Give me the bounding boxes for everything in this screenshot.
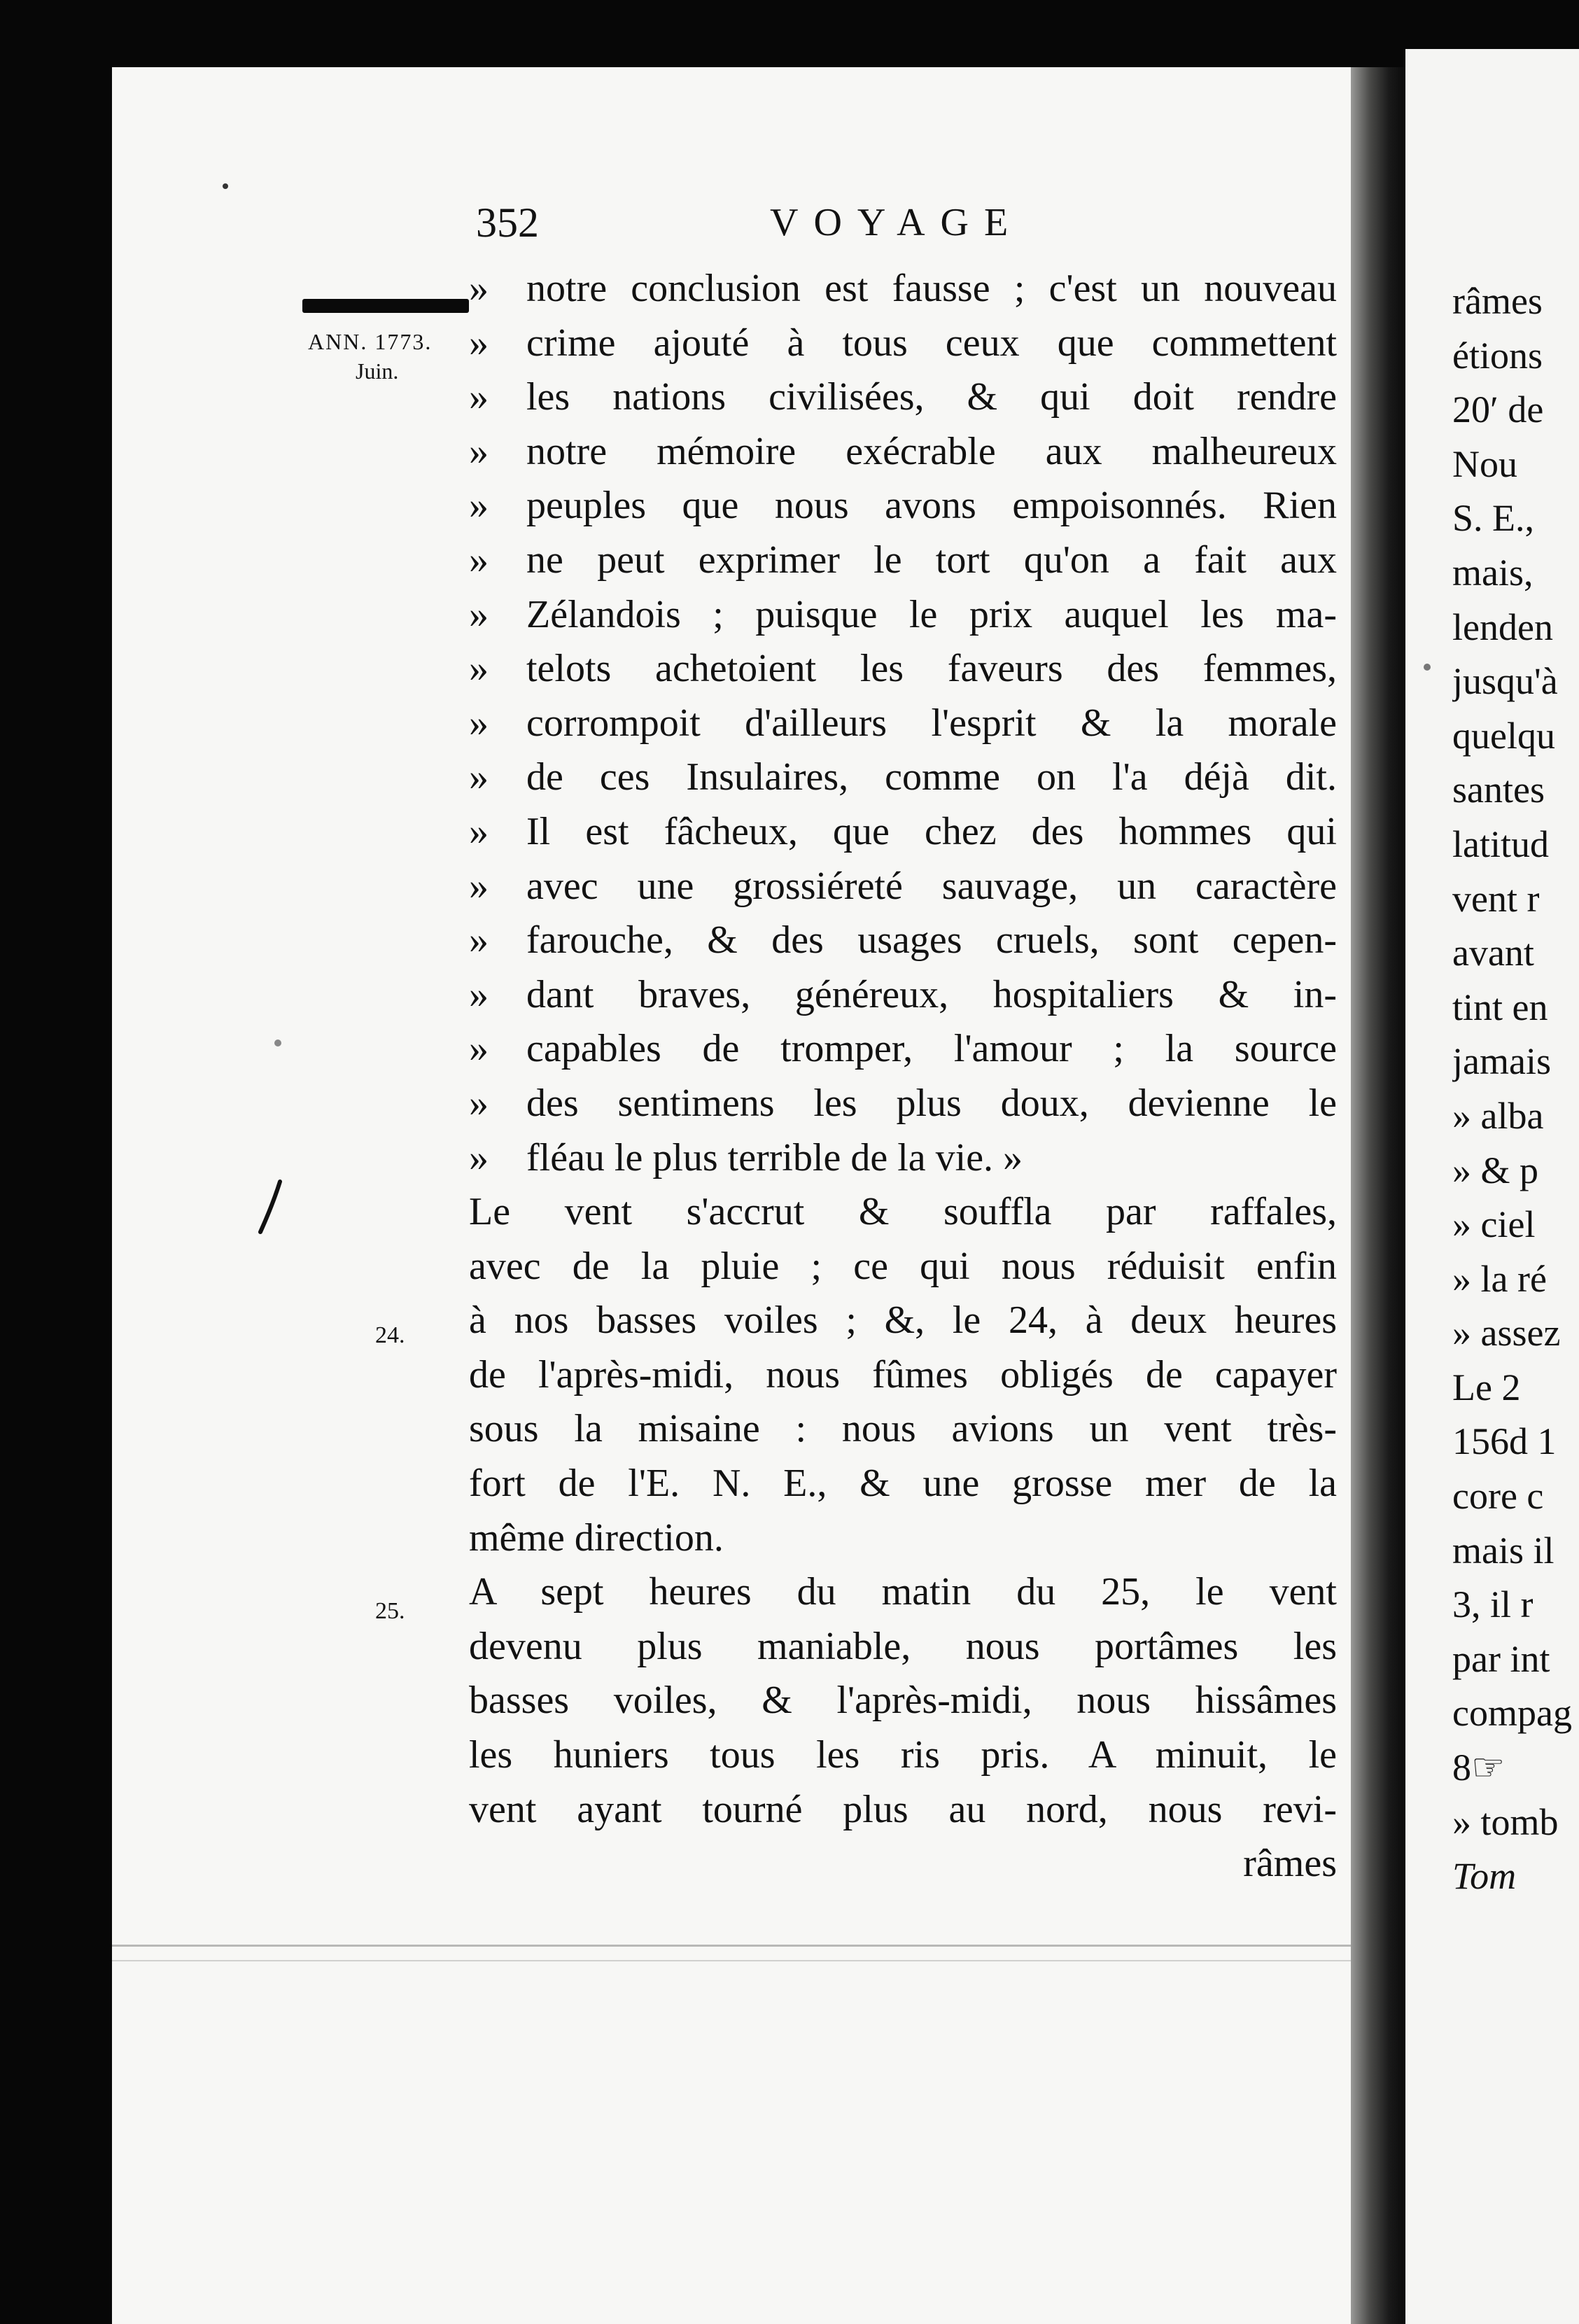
- text-line: [469, 805, 1337, 860]
- right-page-line: » la ré: [1452, 1257, 1547, 1300]
- right-page-line: S. E.,: [1452, 497, 1535, 540]
- right-page-line: mais il: [1452, 1529, 1555, 1572]
- right-page-line: 3, il r: [1452, 1583, 1534, 1626]
- text-line-content: dant braves, généreux, hospitaliers & in-: [526, 972, 1337, 1016]
- right-page-line: tint en: [1452, 986, 1548, 1028]
- right-page-line: » alba: [1452, 1094, 1544, 1137]
- right-page-line: » assez: [1452, 1312, 1561, 1354]
- text-line: [469, 750, 1337, 805]
- text-line-content: crime ajouté à tous ceux que commettent: [526, 321, 1337, 365]
- text-line-content: corrompoit d'ailleurs l'esprit & la morale: [526, 701, 1337, 745]
- quote-mark: »: [469, 375, 489, 419]
- right-page-line: quelqu: [1452, 714, 1555, 757]
- text-line-content: les huniers tous les ris pris. A minuit, le: [469, 1733, 1337, 1777]
- text-line: [469, 262, 1337, 316]
- text-line-content: farouche, & des usages cruels, sont cepen-: [526, 918, 1337, 962]
- quote-mark: »: [469, 321, 489, 365]
- text-line-content: fléau le plus terrible de la vie. »: [526, 1135, 1023, 1180]
- right-page-line: compag: [1452, 1692, 1572, 1735]
- text-line: [469, 533, 1337, 588]
- text-line-content: de l'après-midi, nous fûmes obligés de capayer: [469, 1352, 1337, 1396]
- margin-pen-mark: [252, 1176, 294, 1239]
- quote-mark: »: [469, 267, 489, 310]
- margin-note-date-24: 24.: [375, 1322, 405, 1348]
- right-page-line: » ciel: [1452, 1203, 1536, 1246]
- quote-mark: »: [469, 918, 489, 962]
- text-line-content: avec une grossiéreté sauvage, un caractère: [526, 864, 1337, 908]
- page-speck: [1424, 664, 1431, 671]
- text-line: [469, 642, 1337, 696]
- quote-mark: »: [469, 592, 489, 636]
- text-line: [469, 588, 1337, 643]
- text-line: [469, 1837, 1337, 1891]
- body-text: [469, 262, 1337, 1891]
- right-page-line: 8☞: [1452, 1746, 1506, 1789]
- text-line: [469, 968, 1337, 1023]
- quote-mark: »: [469, 538, 489, 582]
- page-speck: [274, 1040, 281, 1046]
- right-page-line: latitud: [1452, 822, 1549, 865]
- text-line: [469, 1728, 1337, 1783]
- text-line: [469, 316, 1337, 371]
- text-line-content: peuples que nous avons empoisonnés. Rien: [526, 484, 1337, 528]
- text-line-content: râmes: [1243, 1842, 1337, 1886]
- text-line: [469, 425, 1337, 479]
- text-line: [469, 1457, 1337, 1511]
- right-page-line: mais,: [1452, 551, 1534, 594]
- text-line-content: de ces Insulaires, comme on l'a déjà dit.: [526, 755, 1337, 799]
- right-page-line: avant: [1452, 932, 1534, 974]
- text-line: [469, 1620, 1337, 1674]
- running-title: VOYAGE: [770, 201, 1024, 244]
- text-line-content: avec de la pluie ; ce qui nous réduisit enfin: [469, 1244, 1337, 1288]
- quote-mark: »: [469, 429, 489, 473]
- right-page-line: Le 2: [1452, 1366, 1521, 1408]
- text-line-content: A sept heures du matin du 25, le vent: [469, 1570, 1337, 1614]
- text-line: [469, 1294, 1337, 1348]
- text-line: [469, 1077, 1337, 1131]
- text-line-content: Zélandois ; puisque le prix auquel les ma-: [526, 592, 1337, 636]
- text-line-content: à nos basses voiles ; &, le 24, à deux heures: [469, 1298, 1337, 1343]
- quote-mark: »: [469, 755, 489, 799]
- text-line: [469, 370, 1337, 425]
- page-speck: [223, 183, 228, 189]
- text-line: [469, 479, 1337, 533]
- text-line-content: Le vent s'accrut & souffla par raffales,: [469, 1190, 1337, 1234]
- text-line: [469, 696, 1337, 751]
- right-page-line: Tom: [1452, 1855, 1517, 1898]
- text-line: [469, 1511, 1337, 1566]
- right-page-line: Nou: [1452, 442, 1517, 485]
- right-page-line: par int: [1452, 1637, 1550, 1680]
- right-page-line: santes: [1452, 769, 1545, 811]
- text-line-content: capables de tromper, l'amour ; la source: [526, 1027, 1337, 1071]
- text-line: [469, 860, 1337, 914]
- text-line: [469, 1240, 1337, 1294]
- right-page-line: core c: [1452, 1475, 1544, 1518]
- right-page-line: râmes: [1452, 280, 1543, 322]
- text-line: [469, 1022, 1337, 1077]
- right-page-line: lenden: [1452, 606, 1553, 648]
- text-line: [469, 1131, 1337, 1186]
- text-line: [469, 1348, 1337, 1403]
- quote-mark: »: [469, 972, 489, 1016]
- margin-note-month: Juin.: [356, 358, 399, 384]
- quote-mark: »: [469, 1081, 489, 1125]
- quote-mark: »: [469, 484, 489, 528]
- quote-mark: »: [469, 809, 489, 853]
- margin-rule: [302, 299, 469, 313]
- right-page-line: jusqu'à: [1452, 660, 1558, 703]
- margin-note-date-25: 25.: [375, 1598, 405, 1624]
- text-line-content: ne peut exprimer le tort qu'on a fait aux: [526, 538, 1337, 582]
- text-line: [469, 1783, 1337, 1837]
- right-page-line: » & p: [1452, 1149, 1539, 1191]
- right-page-text: [1452, 274, 1579, 1904]
- right-page-line: 156d 1: [1452, 1420, 1557, 1463]
- page-number: 352: [476, 200, 539, 246]
- right-page-line: vent r: [1452, 877, 1540, 920]
- quote-mark: »: [469, 1135, 489, 1180]
- quote-mark: »: [469, 1027, 489, 1071]
- text-line-content: telots achetoient les faveurs des femmes,: [526, 647, 1337, 691]
- page-bottom-rule-secondary: [112, 1960, 1351, 1961]
- text-line-content: même direction.: [469, 1516, 724, 1560]
- quote-mark: »: [469, 647, 489, 691]
- text-line-content: notre conclusion est fausse ; c'est un nouveau: [526, 267, 1337, 310]
- margin-note-year: ANN. 1773.: [308, 329, 433, 354]
- text-line-content: notre mémoire exécrable aux malheureux: [526, 429, 1337, 473]
- text-line-content: Il est fâcheux, que chez des hommes qui: [526, 809, 1337, 853]
- text-line: [469, 913, 1337, 968]
- text-line-content: devenu plus maniable, nous portâmes les: [469, 1624, 1337, 1668]
- right-page-line: 20′ de: [1452, 388, 1544, 431]
- right-page-line: » tomb: [1452, 1800, 1559, 1843]
- text-line-content: les nations civilisées, & qui doit rendre: [526, 375, 1337, 419]
- text-line: [469, 1565, 1337, 1620]
- text-line-content: des sentimens les plus doux, devienne le: [526, 1081, 1337, 1125]
- text-line-content: basses voiles, & l'après-midi, nous hissâmes: [469, 1679, 1337, 1723]
- text-line: [469, 1185, 1337, 1240]
- text-line-content: fort de l'E. N. E., & une grosse mer de la: [469, 1462, 1337, 1506]
- quote-mark: »: [469, 701, 489, 745]
- book-spine: [1351, 67, 1405, 2324]
- quote-mark: »: [469, 864, 489, 908]
- right-page-line: étions: [1452, 334, 1543, 377]
- text-line: [469, 1402, 1337, 1457]
- text-line-content: sous la misaine : nous avions un vent très-: [469, 1407, 1337, 1451]
- page-bottom-rule: [112, 1945, 1351, 1947]
- text-line-content: vent ayant tourné plus au nord, nous revi-: [469, 1787, 1337, 1831]
- text-line: [469, 1674, 1337, 1728]
- right-page-line: jamais: [1452, 1040, 1551, 1083]
